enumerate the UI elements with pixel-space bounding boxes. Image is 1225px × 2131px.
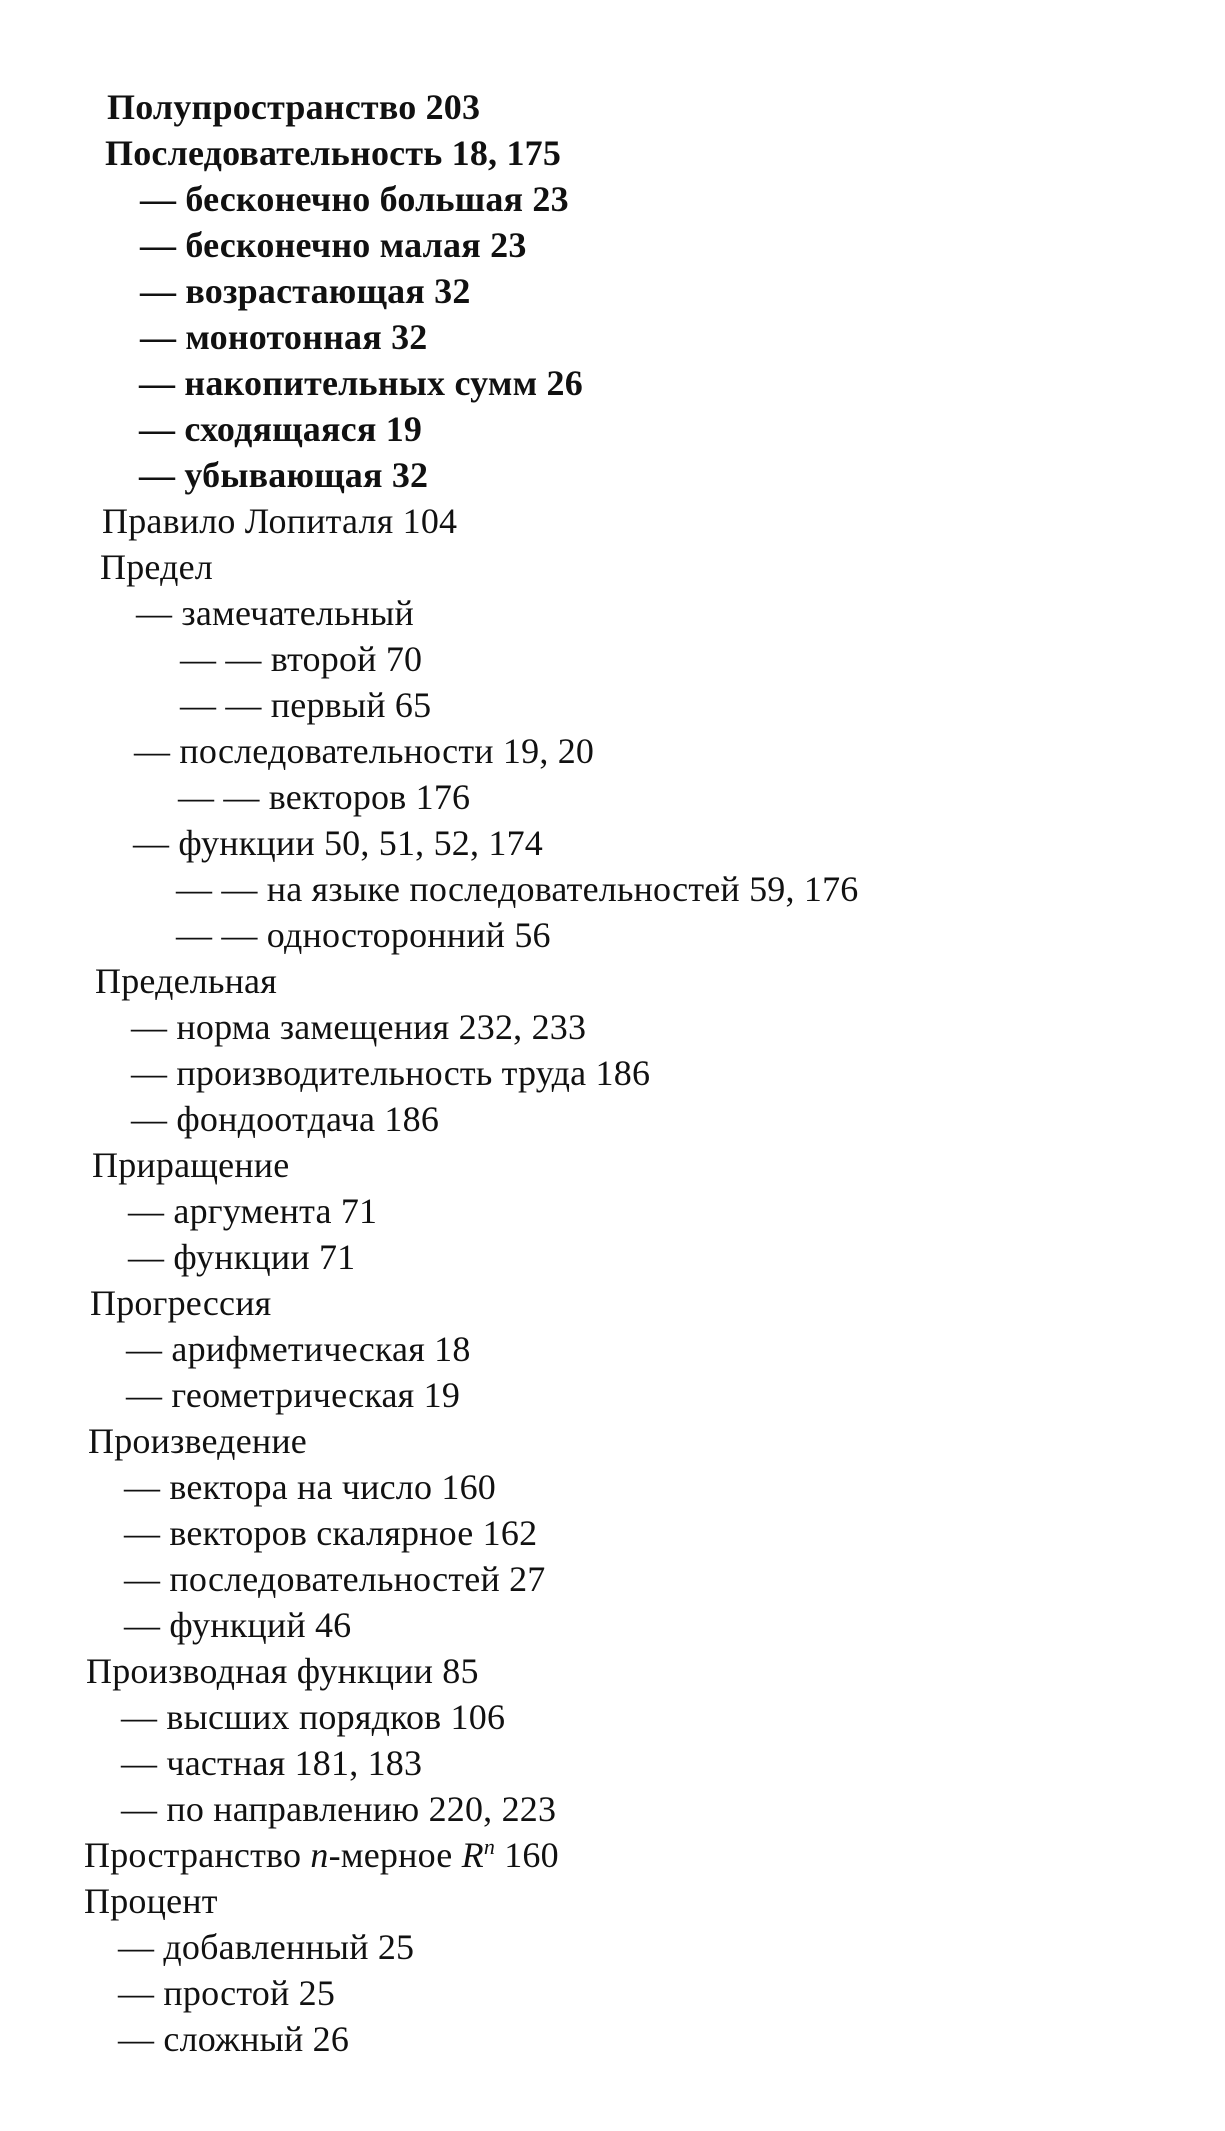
index-subentry: — вектора на число 160 (124, 1467, 496, 1507)
index-entry-prirashchenie: Приращение (92, 1145, 290, 1185)
index-entry-polupространство: Полупространство 203 (107, 87, 481, 127)
index-subentry: — функции 50, 51, 52, 174 (133, 823, 543, 863)
index-subsubentry: — — первый 65 (180, 685, 432, 725)
index-subentry: — замечательный (136, 593, 415, 633)
index-subsubentry: — — второй 70 (180, 639, 423, 679)
index-subentry: — высших порядков 106 (121, 1697, 506, 1737)
index-entry-pravilo: Правило Лопиталя 104 (102, 501, 458, 541)
index-entry-prostranstvo (84, 1832, 559, 1878)
index-entry-progressiya: Прогрессия (90, 1283, 272, 1323)
index-entry-proizvodnaya: Производная функции 85 (86, 1651, 479, 1691)
index-subentry: — простой 25 (118, 1973, 336, 2013)
index-subentry: — по направлению 220, 223 (121, 1789, 557, 1829)
italic-r: R (461, 1835, 484, 1875)
index-subentry: — норма замещения 232, 233 (131, 1007, 587, 1047)
index-subentry: — функции 71 (128, 1237, 356, 1277)
index-subentry: — функций 46 (124, 1605, 352, 1645)
index-subentry: — накопительных сумм 26 (139, 363, 583, 403)
index-subentry: — монотонная 32 (140, 317, 428, 357)
index-subentry: — бесконечно малая 23 (140, 225, 527, 265)
index-subentry: — убывающая 32 (139, 455, 429, 495)
index-entry-predelnaya: Предельная (95, 961, 277, 1001)
index-subentry: — производительность труда 186 (131, 1053, 651, 1093)
index-entry-protsent: Процент (84, 1881, 218, 1921)
index-subsubentry: — — векторов 176 (178, 777, 471, 817)
entry-text: 160 (495, 1835, 559, 1875)
index-subentry: — последовательностей 27 (124, 1559, 546, 1599)
index-subentry: — возрастающая 32 (140, 271, 471, 311)
index-subsubentry: — — на языке последовательностей 59, 176 (176, 869, 859, 909)
index-entry-proizvedenie: Произведение (88, 1421, 307, 1461)
index-subentry: — аргумента 71 (128, 1191, 378, 1231)
index-subentry: — сложный 26 (118, 2019, 350, 2059)
entry-text: Пространство (84, 1835, 311, 1875)
index-subentry: — арифметическая 18 (126, 1329, 471, 1369)
index-entry-predel: Предел (100, 547, 213, 587)
index-subentry: — фондоотдача 186 (131, 1099, 440, 1139)
index-subentry: — векторов скалярное 162 (124, 1513, 538, 1553)
superscript-n: n (483, 1834, 496, 1859)
index-subentry: — частная 181, 183 (121, 1743, 423, 1783)
italic-n: n (310, 1835, 329, 1875)
index-subentry: — геометрическая 19 (126, 1375, 461, 1415)
index-subsubentry: — — односторонний 56 (176, 915, 551, 955)
index-subentry: — сходящаяся 19 (139, 409, 423, 449)
entry-text: -мерное (328, 1835, 462, 1875)
index-subentry: — добавленный 25 (118, 1927, 415, 1967)
index-subentry: — последовательности 19, 20 (134, 731, 595, 771)
index-entry-posledovatelnost: Последовательность 18, 175 (105, 133, 562, 173)
index-subentry: — бесконечно большая 23 (140, 179, 569, 219)
